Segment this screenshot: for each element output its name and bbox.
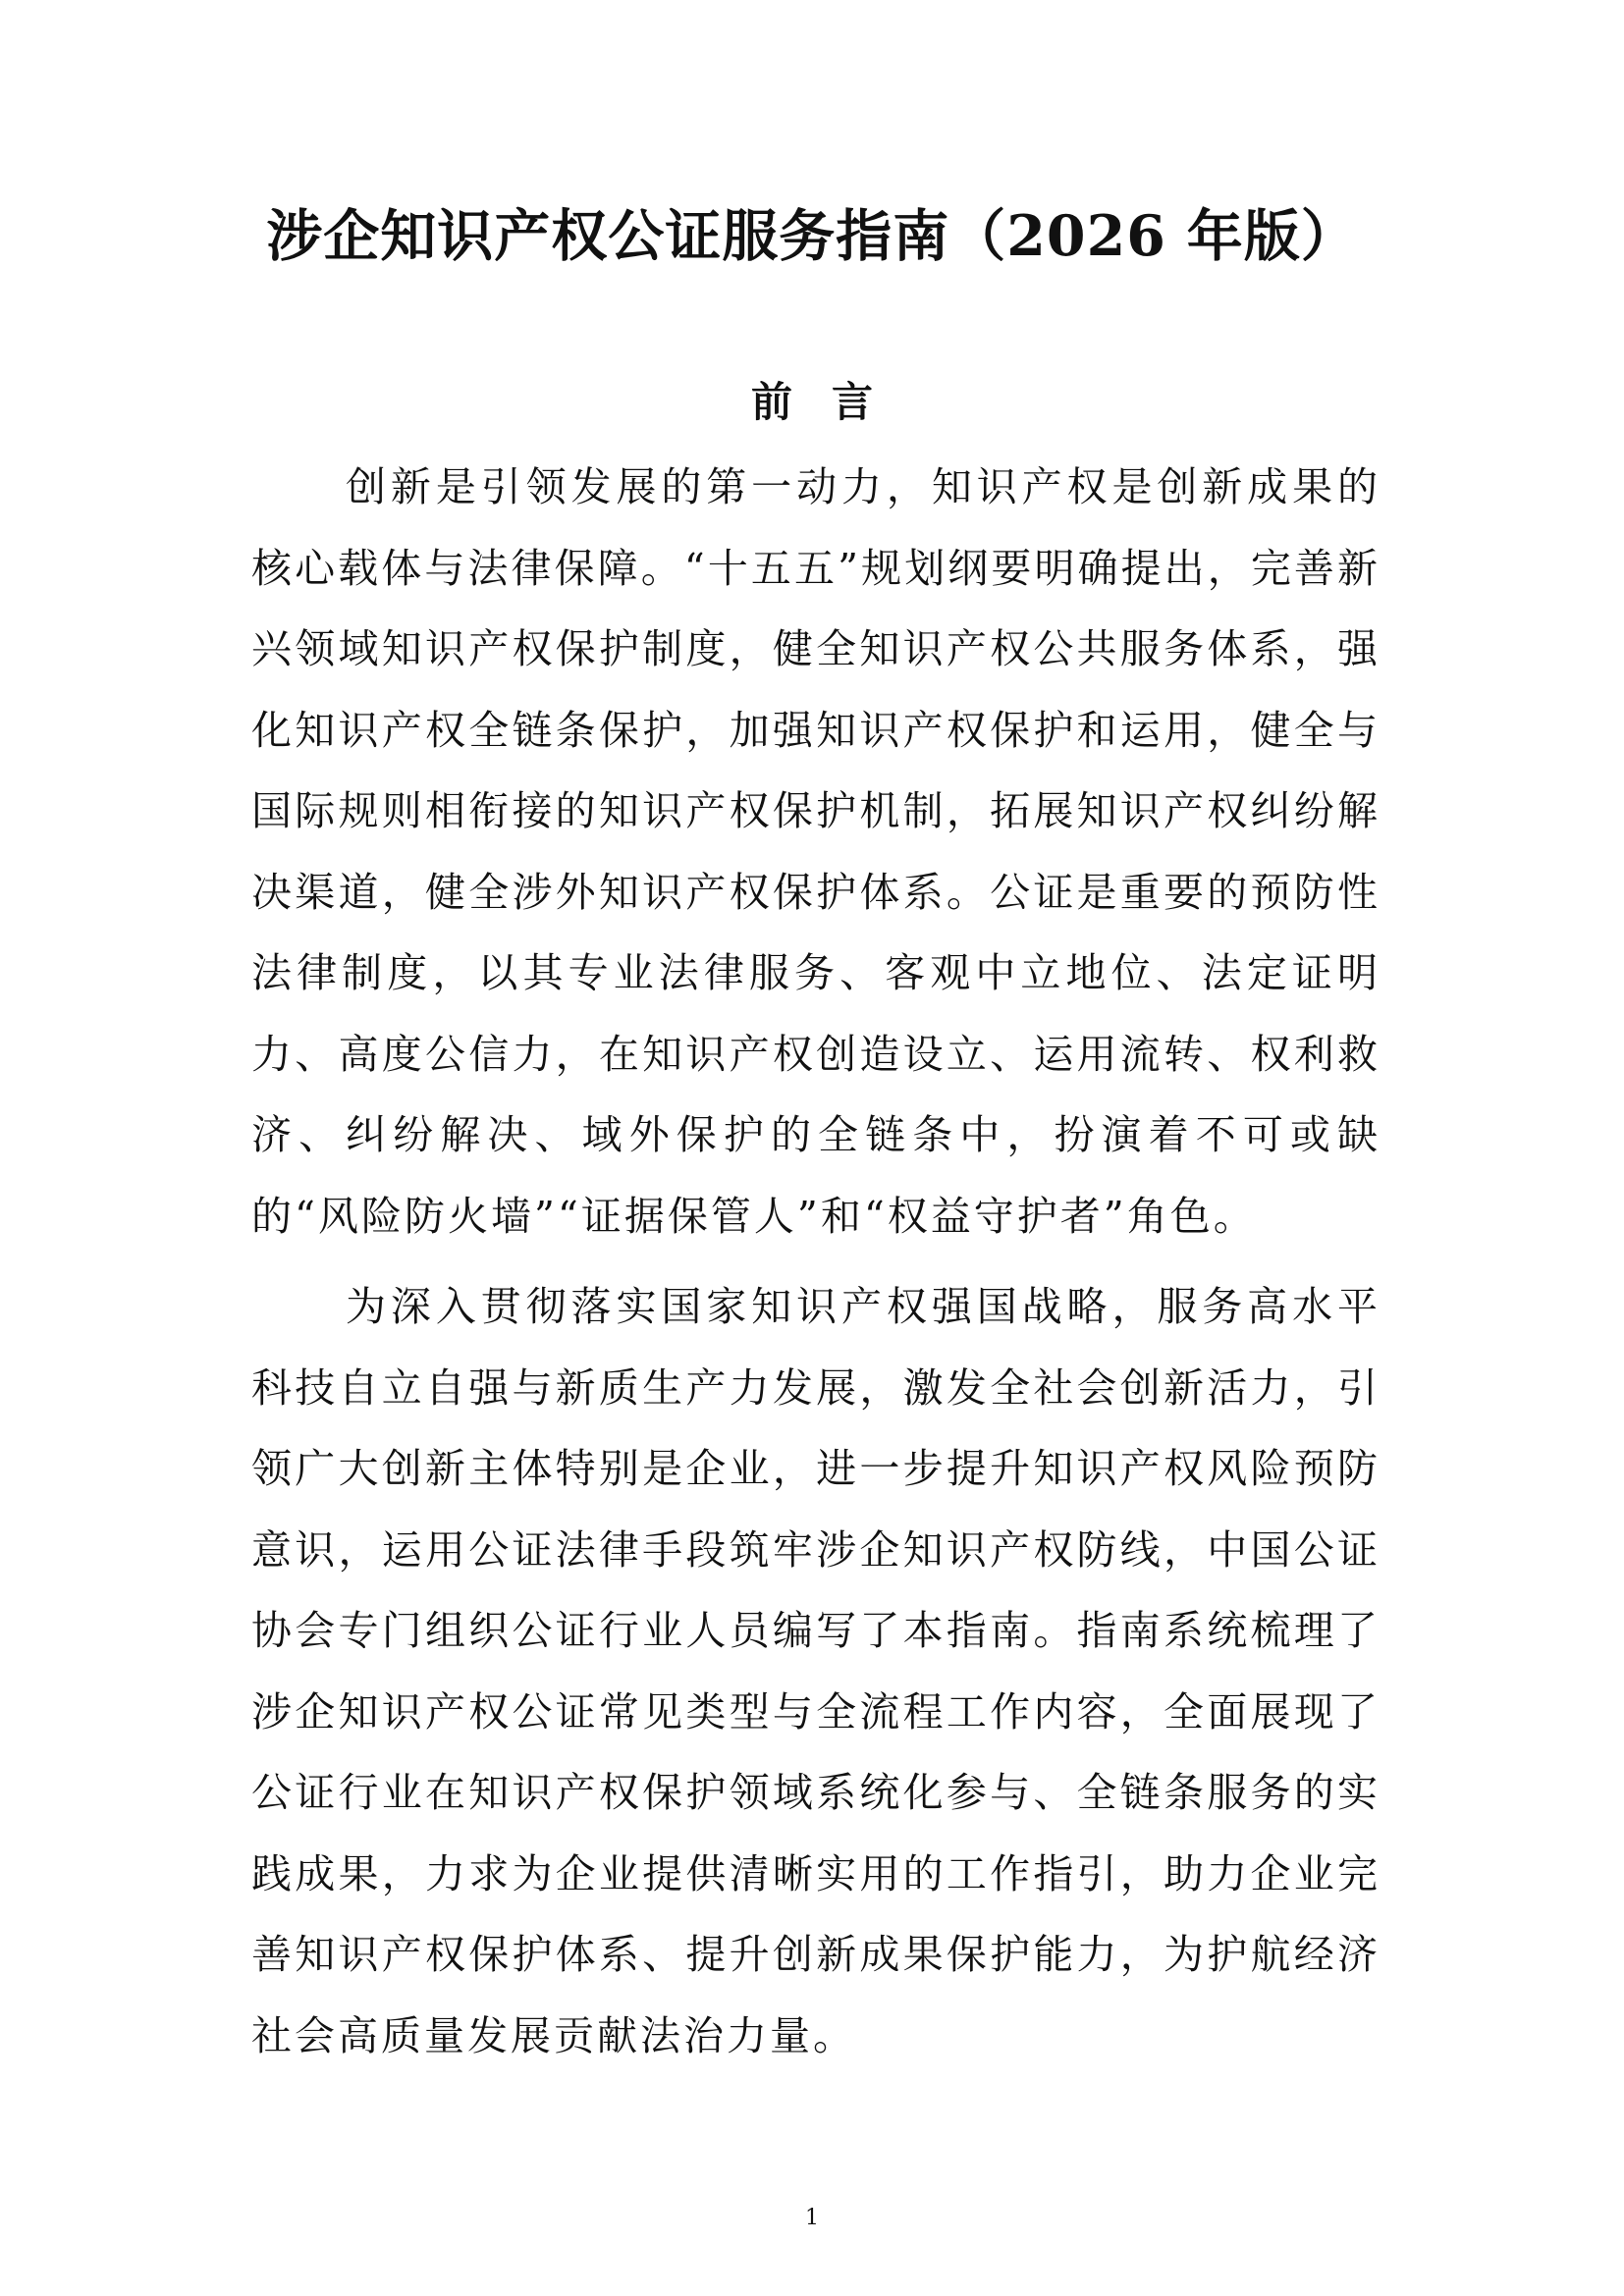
- paragraph: 为深入贯彻落实国家知识产权强国战略，服务高水平科技自立自强与新质生产力发展，激发全社会创新活力，引领广大创新主体特别是企业，进一步提升知识产权风险预防意识，运用公证法律手段筑牢涉企知识产权防线，中国公证协会专门组织公证行业人员编写了本指南。指南系统梳理了涉企知识产权公证常见类型与全流程工作内容，全面展现了公证行业在知识产权保护领域系统化参与、全链条服务的实践成果，力求为企业提供清晰实用的工作指引，助力企业完善知识产权保护体系、提升创新成果保护能力，为护航经济社会高质量发展贡献法治力量。: [251, 1283, 1380, 2059]
- section-heading-preface: 前言: [750, 378, 912, 426]
- document-title: 涉企知识产权公证服务指南（2026 年版）: [266, 203, 1358, 269]
- paragraph: 创新是引领发展的第一动力，知识产权是创新成果的核心载体与法律保障。“十五五”规划纲要明确提出，完善新兴领域知识产权保护制度，健全知识产权公共服务体系，强化知识产权全链条保护，加强知识产权保护和运用，健全与国际规则相衔接的知识产权保护机制，拓展知识产权纠纷解决渠道，健全涉外知识产权保护体系。公证是重要的预防性法律制度，以其专业法律服务、客观中立地位、法定证明力、高度公信力，在知识产权创造设立、运用流转、权利救济、纠纷解决、域外保护的全链条中，扮演着不可或缺的“风险防火墙”“证据保管人”和“权益守护者”角色。: [251, 463, 1380, 1240]
- page-number: 1: [805, 2206, 819, 2230]
